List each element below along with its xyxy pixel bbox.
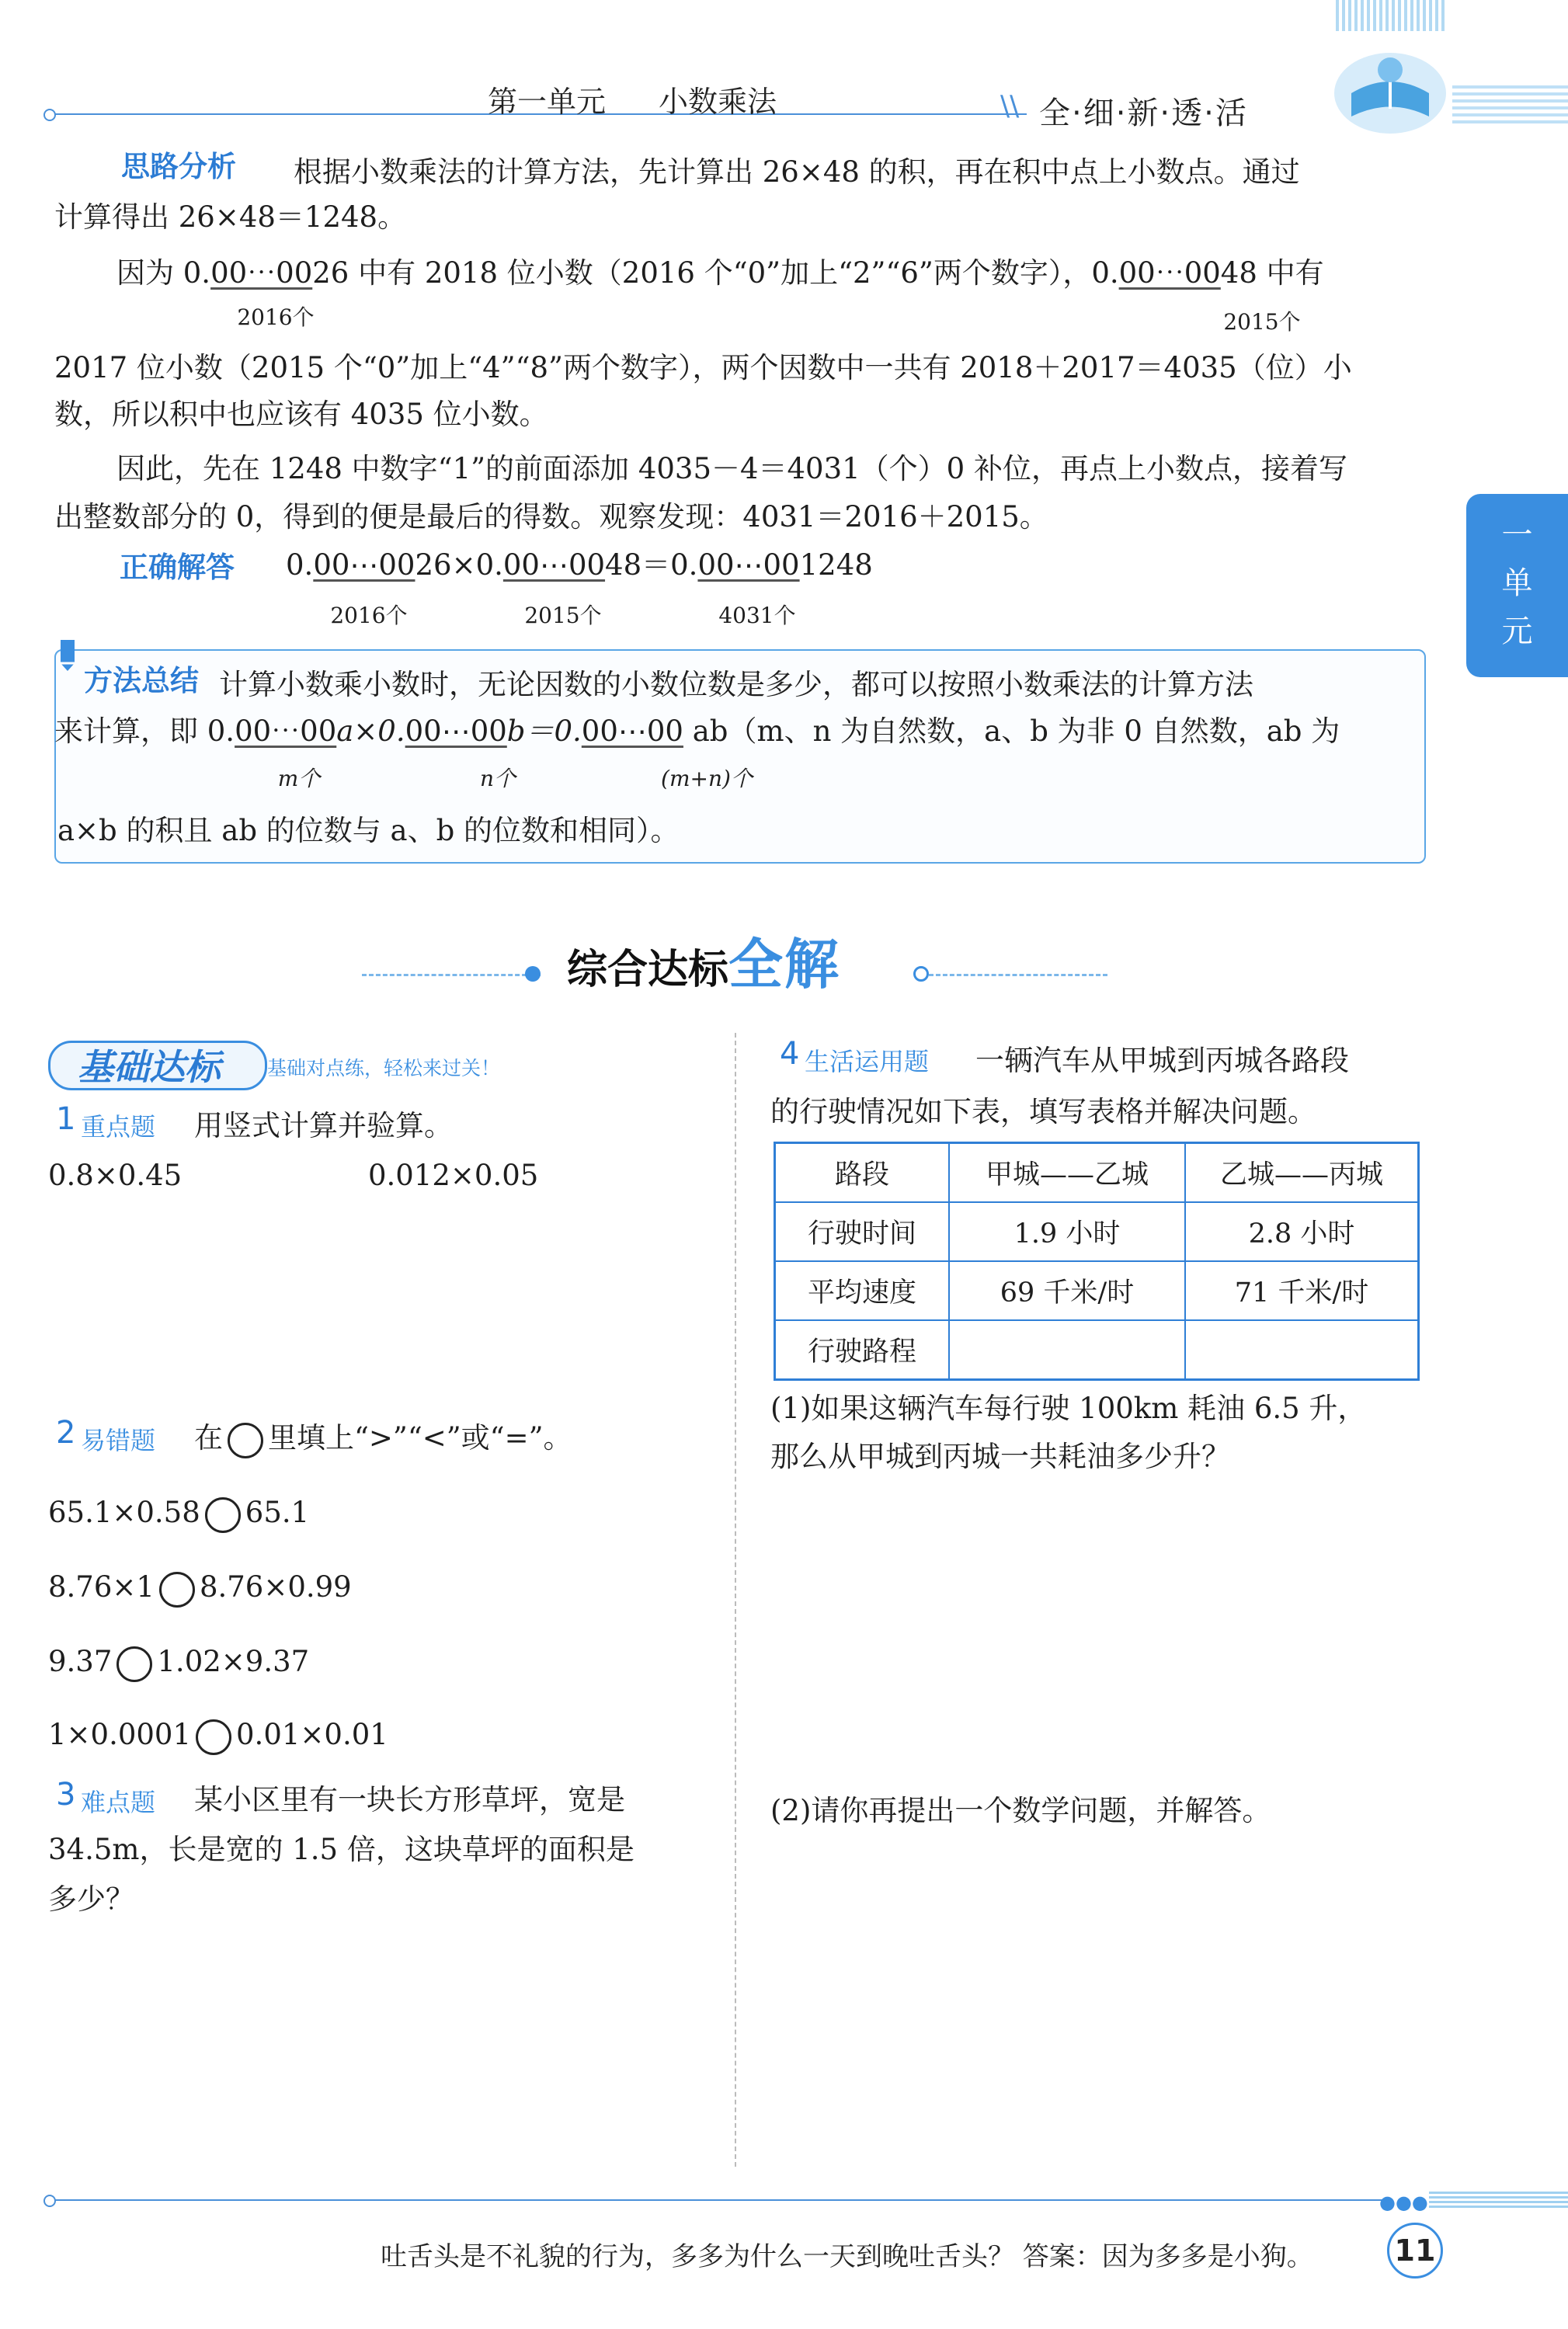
analysis-line6: 因此，先在 1248 中数字“1”的前面添加 4035－4＝4031（个）0 补位，再点上小数点，接着写 [116, 452, 1347, 485]
method-line3: a×b 的积且 ab 的位数与 a、b 的位数和相同）。 [57, 814, 680, 847]
side-tab-char: 单 [1501, 565, 1533, 601]
section-title-deco-left [362, 974, 541, 976]
method-label: 方法总结 [84, 664, 199, 697]
table-row [775, 1202, 1419, 1261]
table-header-cell: 乙城——丙城 [1185, 1143, 1419, 1203]
compare-circle-3[interactable] [116, 1646, 152, 1682]
table-header-cell: 路段 [775, 1143, 950, 1203]
table-cell: 平均速度 [775, 1261, 950, 1320]
table-cell: 行驶路程 [775, 1320, 950, 1380]
q3-number: 3 [56, 1777, 76, 1813]
side-unit-tab [1466, 494, 1568, 677]
q1-number: 1 [56, 1101, 76, 1137]
side-tab-char: 一 [1501, 517, 1533, 553]
compare-circle-2[interactable] [159, 1572, 195, 1608]
q1-expr-2: 0.012×0.05 [368, 1159, 539, 1192]
answer-label: 正确解答 [120, 551, 235, 584]
table-cell: 71 千米/时 [1185, 1261, 1419, 1320]
basic-banner-subtitle: 基础对点练，轻松来过关！ [267, 1057, 501, 1079]
footer-line-dot [43, 2195, 56, 2207]
answer-brace-2016: 2016个 [330, 603, 408, 628]
answer-brace-2015: 2015个 [524, 603, 602, 628]
basic-banner-title: 基础达标 [78, 1046, 221, 1088]
brace-label-2016: 2016个 [237, 304, 315, 330]
q3-line2: 34.5m，长是宽的 1.5 倍，这块草坪的面积是 [48, 1833, 635, 1866]
compare-circle-1[interactable] [205, 1497, 241, 1533]
footer-stripes [1429, 2192, 1568, 2210]
table-input-cell[interactable] [949, 1320, 1185, 1380]
method-line1: 计算小数乘小数时，无论因数的小数位数是多少，都可以按照小数乘法的计算方法 [219, 668, 1253, 701]
answer-brace-4031: 4031个 [718, 603, 796, 628]
analysis-line3: 因为 0.00⋯0026 中有 2018 位小数（2016 个“0”加上“2”“6”两个数字），0.00⋯0048 中有 [116, 256, 1324, 290]
method-line2: 来计算，即 0.00⋯00a×0.00⋯00b＝0.00⋯00 ab（m、n 为自然数，a、b 为非 0 自然数，ab 为 [54, 714, 1340, 748]
section-title-dots-left [525, 966, 541, 982]
section-title-dots-right [913, 966, 929, 982]
q2-row-2: 8.76×1 8.76×0.99 [48, 1564, 352, 1611]
table-input-cell[interactable] [1185, 1320, 1419, 1380]
q3-tag: 难点题 [81, 1788, 156, 1817]
footer-riddle: 吐舌头是不礼貌的行为，多多为什么一天到晚吐舌头？ 答案：因为多多是小狗。 [381, 2241, 1313, 2272]
table-header-cell: 甲城——乙城 [949, 1143, 1185, 1203]
answer-expression: 0.00⋯0026×0.00⋯0048＝0.00⋯001248 [286, 548, 873, 582]
table-row [775, 1320, 1419, 1380]
q4-sub1-line1: (1)如果这辆汽车每行驶 100km 耗油 6.5 升， [770, 1392, 1367, 1425]
q1-expr-1: 0.8×0.45 [48, 1159, 183, 1192]
q1-text: 用竖式计算并验算。 [194, 1109, 453, 1142]
q4-line1: 一辆汽车从甲城到丙城各路段 [975, 1044, 1349, 1077]
section-title: 综合达标全解 [567, 933, 841, 996]
section-title-deco-right [929, 974, 1107, 976]
table-cell: 69 千米/时 [949, 1261, 1185, 1320]
q4-number: 4 [780, 1036, 800, 1072]
q2-number: 2 [56, 1415, 76, 1451]
header-slash-icon: \\ [1000, 90, 1020, 122]
q3-line3: 多少？ [48, 1882, 134, 1916]
analysis-line5: 数，所以积中也应该有 4035 位小数。 [54, 398, 548, 431]
side-tab-char: 元 [1501, 614, 1533, 649]
q2-tag: 易错题 [81, 1426, 156, 1455]
pencil-icon [54, 637, 81, 673]
table-cell: 行驶时间 [775, 1202, 950, 1261]
q4-line2: 的行驶情况如下表，填写表格并解决问题。 [770, 1095, 1316, 1128]
answer-circle[interactable] [228, 1423, 263, 1458]
analysis-line4: 2017 位小数（2015 个“0”加上“4”“8”两个数字），两个因数中一共有 2018＋2017＝4035（位）小 [54, 351, 1352, 384]
table-cell: 1.9 小时 [949, 1202, 1185, 1261]
header-unit: 第一单元 [488, 85, 607, 119]
header-slogan: 全·细·新·透·活 [1039, 96, 1248, 131]
header-topic: 小数乘法 [659, 85, 777, 119]
header-top-stripes [1336, 0, 1445, 31]
table-cell: 2.8 小时 [1185, 1202, 1419, 1261]
footer-line [48, 2199, 1384, 2201]
q2-row-1: 65.1×0.58 65.1 [48, 1490, 309, 1536]
method-brace-m: m个 [277, 766, 321, 791]
analysis-line7: 出整数部分的 0，得到的便是最后的得数。观察发现：4031＝2016＋2015。 [54, 500, 1048, 534]
table-row [775, 1261, 1419, 1320]
method-brace-n: n个 [479, 766, 516, 791]
q2-text: 在 里填上“>”“<”或“=”。 [194, 1415, 572, 1462]
column-divider [735, 1033, 736, 2167]
brace-label-2015: 2015个 [1223, 309, 1301, 335]
method-brace-mn: (m+n)个 [661, 766, 753, 791]
route-table [774, 1142, 1420, 1381]
compare-circle-4[interactable] [196, 1719, 231, 1755]
page-number: 11 [1387, 2223, 1443, 2279]
header-right-stripes [1452, 85, 1568, 124]
q4-sub2: (2)请你再提出一个数学问题，并解答。 [770, 1794, 1271, 1827]
q2-row-3: 9.37 1.02×9.37 [48, 1639, 309, 1685]
q1-tag: 重点题 [81, 1112, 156, 1142]
book-logo-icon [1328, 31, 1452, 140]
q4-tag: 生活运用题 [805, 1047, 930, 1076]
q3-line1: 某小区里有一块长方形草坪，宽是 [194, 1783, 625, 1816]
q2-row-4: 1×0.0001 0.01×0.01 [48, 1712, 388, 1758]
analysis-label: 思路分析 [121, 150, 236, 183]
table-header-row [775, 1143, 1419, 1203]
analysis-line2: 计算得出 26×48＝1248。 [54, 200, 407, 234]
footer-dots: ●●● [1379, 2192, 1428, 2213]
header-line-dot [43, 109, 56, 121]
analysis-line1: 根据小数乘法的计算方法，先计算出 26×48 的积，再在积中点上小数点。通过 [294, 155, 1300, 189]
q4-sub1-line2: 那么从甲城到丙城一共耗油多少升？ [770, 1440, 1230, 1473]
